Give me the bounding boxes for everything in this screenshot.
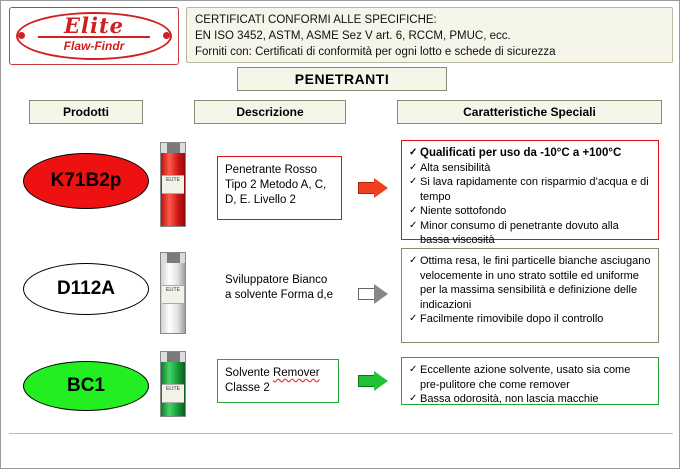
check-icon: ✓ [409,176,418,187]
product-can-image [160,351,186,417]
arrow-head [374,178,388,198]
product-badge [23,263,149,315]
column-header-features-label: Caratteristiche Speciali [463,105,596,119]
feature-item [409,363,651,392]
document-header [9,7,673,63]
product-name: K71B2p [50,170,122,191]
feature-item [409,312,651,327]
feature-text: Ottima resa, le fini particelle bianche asciugano velocemente in uno strato sottile ed uniforme per la massima sensibilità e definizione delle indicazioni [420,255,651,311]
feature-item [409,175,651,204]
features-box [401,140,659,246]
description-text: Penetrante Rosso Tipo 2 Metodo A, C, D, E. Livello 2 [225,164,327,206]
feature-item [409,392,651,407]
column-header-features [397,100,662,124]
certification-box [186,7,673,63]
feature-item [409,146,651,161]
feature-text: Minor consumo di penetrante dovuto alla bassa viscosità [420,219,619,246]
description-box [217,266,342,328]
company-logo [9,7,179,65]
arrow-shaft [358,182,375,194]
flow-arrow-icon [358,284,388,304]
check-icon: ✓ [409,161,418,173]
feature-text: Qualificati per uso da -10°C a +100°C [420,147,622,159]
description-text: Sviluppatore Bianco a solvente Forma d,e [225,274,334,301]
feature-text: Eccellente azione solvente, usato sia come pre-pulitore che come remover [420,364,631,391]
product-badge [23,361,149,411]
feature-item [409,204,651,219]
description-box [217,359,339,403]
table-row [1,246,680,346]
features-box [401,248,659,343]
certification-line-1: CERTIFICATI CONFORMI ALLE SPECIFICHE: [195,14,437,26]
can-label: ELITE [162,285,184,304]
bottom-divider [9,433,673,434]
check-icon: ✓ [409,364,418,375]
features-box [401,357,659,405]
column-header-description [194,100,346,124]
product-can-image [160,142,186,227]
column-header-products [29,100,143,124]
table-row [1,134,680,244]
table-row [1,349,680,424]
product-name: D112A [56,278,116,299]
can-label: ELITE [162,384,184,403]
check-icon: ✓ [409,205,418,216]
feature-text: Si lava rapidamente con risparmio d’acqua e di tempo [420,176,649,203]
feature-item [409,219,651,248]
feature-text: Niente sottofondo [420,205,507,217]
feature-text: Alta sensibilità [420,161,491,174]
flow-arrow-icon [358,178,388,198]
flow-arrow-icon [358,371,388,391]
feature-item [409,161,651,176]
can-label: ELITE [162,175,184,194]
section-title [237,67,447,91]
certification-line-2: EN ISO 3452, ASTM, ASME Sez V art. 6, RCCM, PMUC, ecc. [195,30,511,42]
check-icon: ✓ [409,393,418,404]
description-text [225,366,331,396]
check-icon: ✓ [409,255,418,266]
section-title-text: PENETRANTI [294,71,390,87]
arrow-head [374,371,388,391]
description-suffix: Classe 2 [225,382,270,394]
description-box [217,156,342,220]
arrow-shaft [358,288,375,300]
description-prefix: Solvente [225,367,273,379]
logo-brand-text: Elite [63,13,125,38]
check-icon: ✓ [409,219,418,231]
product-name: BC1 [66,375,105,396]
product-badge [23,153,149,209]
certification-line-3: Forniti con: Certificati di conformità per ogni lotto e schede di sicurezza [195,46,556,58]
feature-item [409,254,651,312]
column-header-products-label: Prodotti [63,105,109,119]
logo-tagline-text: Flaw-Findr [63,39,125,53]
arrow-shaft [358,375,375,387]
description-spellcheck-word: Remover [272,367,320,379]
feature-text: Bassa odorosità, non lascia macchie [420,393,599,405]
feature-text: Facilmente rimovibile dopo il controllo [420,313,604,325]
arrow-head [374,284,388,304]
check-icon: ✓ [409,313,418,324]
check-icon: ✓ [409,147,418,158]
column-header-description-label: Descrizione [236,105,304,119]
product-can-image [160,252,186,334]
